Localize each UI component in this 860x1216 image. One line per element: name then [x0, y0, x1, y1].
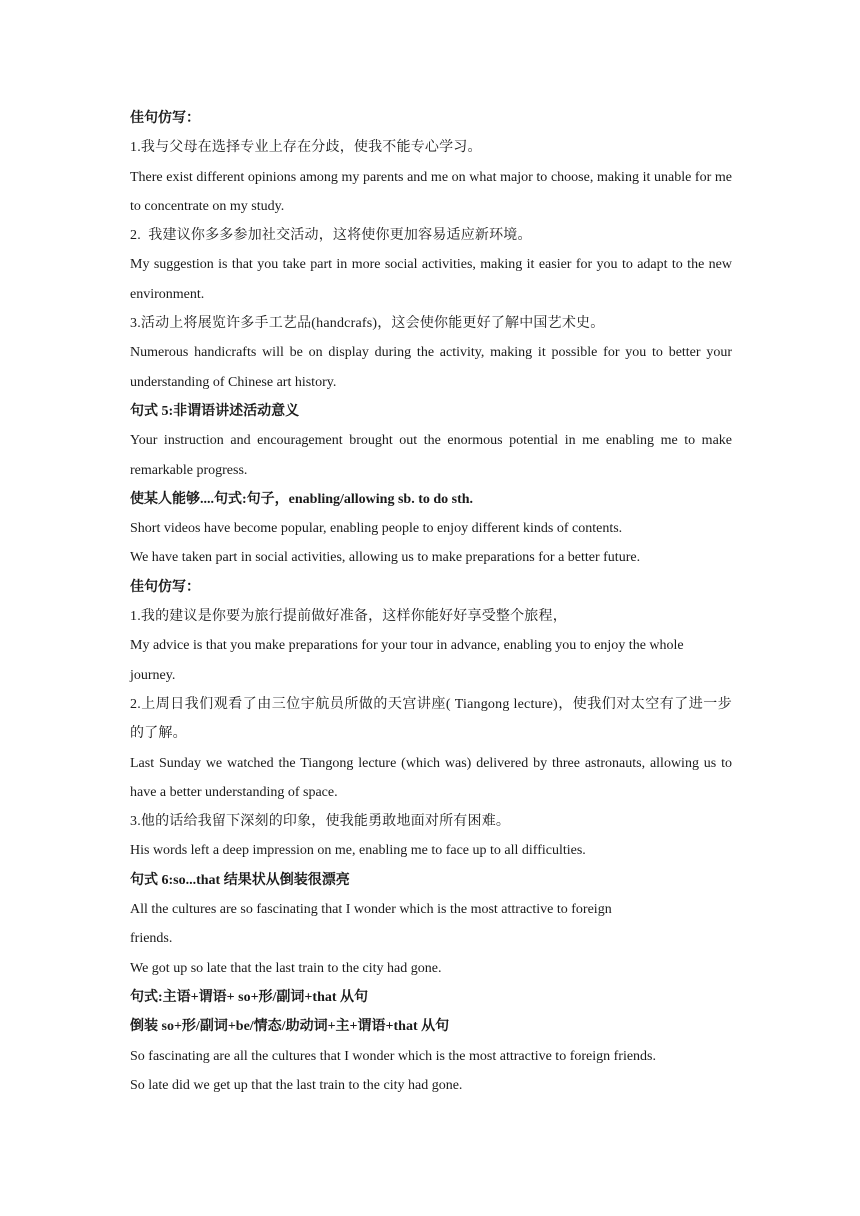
chinese-sentence: 1.我与父母在选择专业上存在分歧，使我不能专心学习。 — [130, 140, 482, 156]
section-heading: 佳句仿写： — [130, 579, 200, 595]
english-sentence: We got up so late that the last train to the city had gone. — [130, 960, 442, 976]
section-heading: 句式 6:so...that 结果状从倒装很漂亮 — [130, 872, 350, 888]
chinese-sentence: 2. 我建议你多多参加社交活动，这将使你更加容易适应新环境。 — [130, 228, 532, 244]
english-sentence: Short videos have become popular, enabling people to enjoy different kinds of contents. — [130, 521, 623, 537]
pattern-heading: 使某人能够....句式:句子，enabling/allowing sb. to do sth. — [130, 491, 474, 507]
english-sentence-continued: friends. — [130, 931, 173, 947]
english-sentence: All the cultures are so fascinating that I wonder which is the most attractive to foreign — [130, 902, 612, 918]
english-sentence: There exist different opinions among my parents and me on what major to choose, making it unable for me to concentrate on my study. — [130, 169, 732, 214]
pattern-heading: 句式:主语+谓语+ so+形/副词+that 从句 — [130, 989, 369, 1005]
document-page — [130, 104, 732, 1100]
english-sentence: We have taken part in social activities, allowing us to make preparations for a better future. — [130, 550, 641, 566]
english-sentence: So late did we get up that the last train to the city had gone. — [130, 1077, 463, 1093]
english-sentence: My suggestion is that you take part in more social activities, making it easier for you to adapt to the new environment. — [130, 257, 732, 302]
section-heading: 佳句仿写： — [130, 111, 200, 126]
section-heading: 句式 5:非谓语讲述活动意义 — [130, 403, 300, 419]
english-sentence: His words left a deep impression on me, enabling me to face up to all difficulties. — [130, 843, 586, 859]
english-sentence: My advice is that you make preparations for your tour in advance, enabling you to enjoy the whole journey. — [130, 638, 684, 683]
chinese-sentence: 3.他的话给我留下深刻的印象，使我能勇敢地面对所有困难。 — [130, 814, 511, 830]
english-sentence: Your instruction and encouragement brought out the enormous potential in me enabling me to make remarkable progress. — [130, 433, 732, 478]
chinese-sentence: 3.活动上将展览许多手工艺品(handcrafs)，这会使你能更好了解中国艺术史。 — [130, 316, 605, 332]
chinese-sentence: 1.我的建议是你要为旅行提前做好准备，这样你能好好享受整个旅程， — [130, 609, 567, 625]
chinese-sentence: 2.上周日我们观看了由三位宇航员所做的天宫讲座( Tiangong lecture)，使我们对太空有了进一步的了解。 — [130, 696, 732, 742]
pattern-heading: 倒装 so+形/副词+be/情态/助动词+主+谓语+that 从句 — [130, 1019, 450, 1035]
english-sentence: So fascinating are all the cultures that I wonder which is the most attractive to foreign friends. — [130, 1048, 657, 1064]
english-sentence: Last Sunday we watched the Tiangong lecture (which was) delivered by three astronauts, allowing us to have a better understanding of space. — [130, 755, 732, 800]
english-sentence: Numerous handicrafts will be on display during the activity, making it possible for you to better your understanding of Chinese art history. — [130, 345, 732, 390]
